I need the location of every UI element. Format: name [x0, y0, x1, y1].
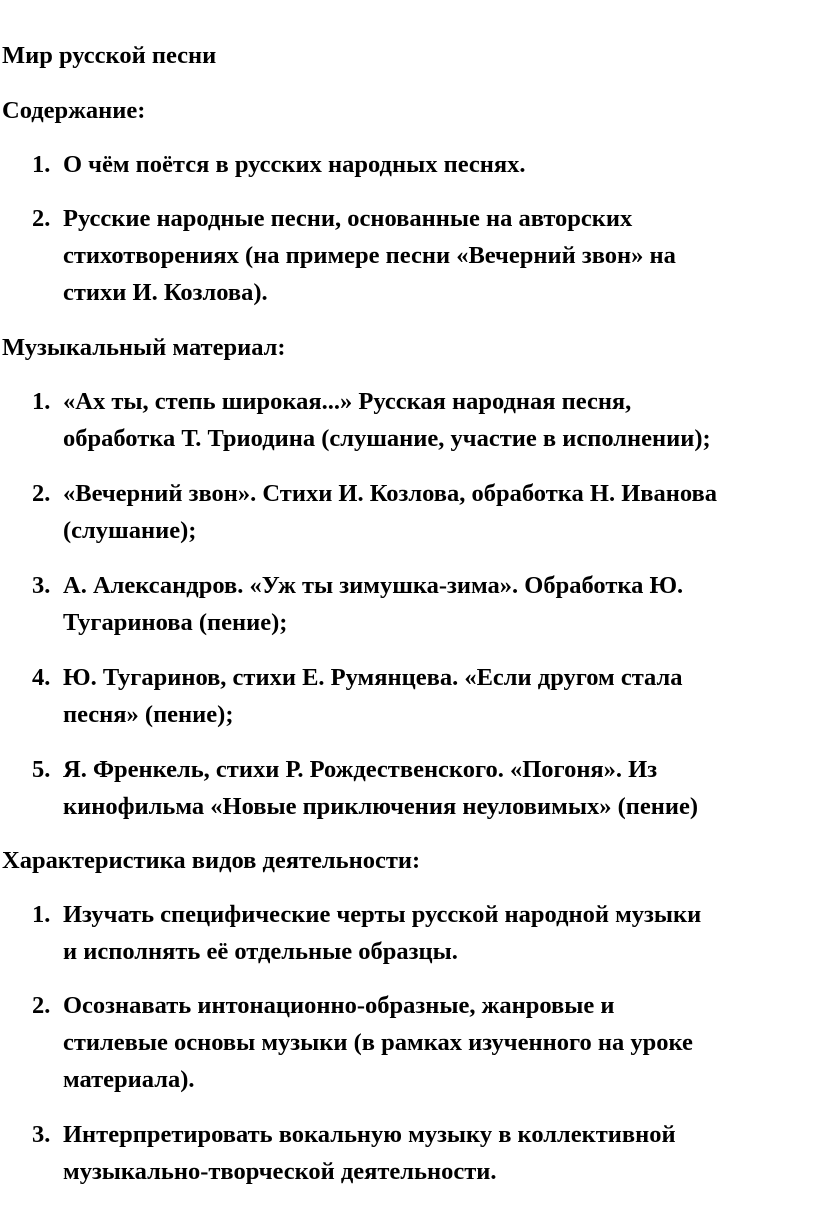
text-line: материала).	[63, 1066, 195, 1093]
text-line: песня» (пение);	[63, 701, 234, 728]
list-item-text	[63, 1116, 815, 1190]
text-line: кинофильма «Новые приключения неуловимых» (пение)	[63, 793, 698, 820]
list-item-number: 1.	[32, 388, 51, 415]
list-item-text	[63, 567, 815, 641]
text-line: О чём поётся в русских народных песнях.	[63, 151, 526, 178]
text-line: обработка Т. Триодина (слушание, участие в исполнении);	[63, 425, 711, 452]
text-line: и исполнять её отдельные образцы.	[63, 938, 458, 965]
list-item-text	[63, 200, 815, 311]
text-line: музыкально-творческой деятельности.	[63, 1158, 497, 1185]
list-item-number: 2.	[32, 480, 51, 507]
text-line: «Вечерний звон». Стихи И. Козлова, обработка Н. Иванова	[63, 480, 717, 507]
list-item-number: 2.	[32, 205, 51, 232]
section-heading-material: Музыкальный материал:	[2, 334, 286, 361]
list-item-text	[63, 751, 815, 825]
text-line: Изучать специфические черты русской народной музыки	[63, 901, 702, 928]
list-item-text	[63, 475, 815, 549]
text-line: стилевые основы музыки (в рамках изученного на уроке	[63, 1029, 693, 1056]
text-line: «Ах ты, степь широкая...» Русская народная песня,	[63, 388, 632, 415]
list-item-number: 1.	[32, 151, 51, 178]
page-title: Мир русской песни	[2, 42, 217, 69]
list-item-text	[63, 896, 815, 970]
text-line: стихи И. Козлова).	[63, 279, 268, 306]
text-line: Осознавать интонационно-образные, жанровые и	[63, 992, 615, 1019]
list-item-number: 4.	[32, 664, 51, 691]
list-item-text	[63, 659, 815, 733]
text-line: Русские народные песни, основанные на авторских	[63, 205, 633, 232]
list-item-number: 2.	[32, 992, 51, 1019]
list-item-text	[63, 383, 815, 457]
text-line: Ю. Тугаринов, стихи Е. Румянцева. «Если другом стала	[63, 664, 683, 691]
list-item-text	[63, 987, 815, 1098]
list-item-number: 5.	[32, 756, 51, 783]
text-line: Тугаринова (пение);	[63, 609, 288, 636]
text-line: (слушание);	[63, 517, 197, 544]
list-item-text	[63, 146, 815, 183]
list-item-number: 3.	[32, 1121, 51, 1148]
section-heading-activities: Характеристика видов деятельности:	[2, 847, 421, 874]
section-heading-content: Содержание:	[2, 97, 146, 124]
text-line: Я. Френкель, стихи Р. Рождественского. «Погоня». Из	[63, 756, 658, 783]
text-line: А. Александров. «Уж ты зимушка-зима». Обработка Ю.	[63, 572, 684, 599]
list-item-number: 3.	[32, 572, 51, 599]
list-item-number: 1.	[32, 901, 51, 928]
text-line: стихотворениях (на примере песни «Вечерний звон» на	[63, 242, 676, 269]
text-line: Интерпретировать вокальную музыку в коллективной	[63, 1121, 676, 1148]
